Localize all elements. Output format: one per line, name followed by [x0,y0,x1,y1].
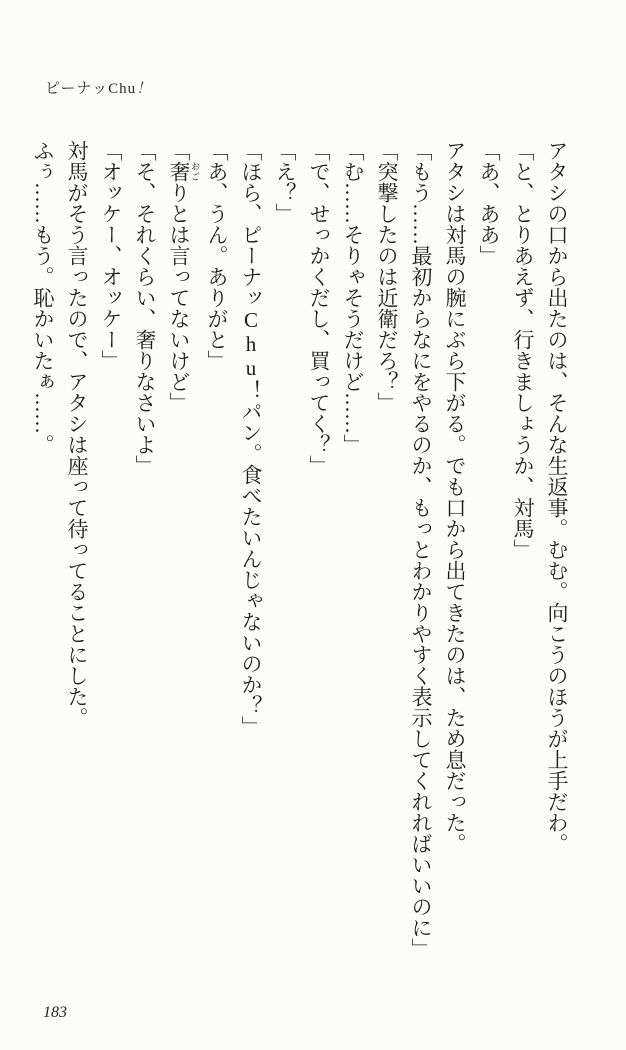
ruby-base: 奢 [167,161,191,182]
text-block [26,140,574,976]
dialogue-line: 「え？」 [273,140,297,224]
dialogue-post: パン。食べたいんじゃないのか？」 [239,401,263,737]
dialogue-line: 「オッケー、オッケー」 [99,140,123,371]
dialogue-line: 「あ、うん。ありがと」 [205,140,229,371]
dialogue-line: 「む……そりゃそうだけど……」 [341,140,365,455]
latin-product-name: Chu！ [239,308,263,401]
header-title-latin: Chu [108,81,137,97]
dialogue-line: 「突撃したのは近衛だろ？」 [375,140,399,413]
dialogue-line: 「もう……最初からなにをやるのか、もっとわかりやすく表示してくれればいいのに」 [409,140,433,959]
dialogue-pre: 「 [167,140,191,161]
dialogue-line: 「そ、それくらい、奢りなさいよ」 [133,140,157,476]
dialogue-line: 「で、せっかくだし、買ってく？」 [307,140,331,476]
dialogue-post: りとは言ってないけど」 [167,182,191,413]
narration-line: アタシは対馬の腕にぶら下がる。でも口から出てきたのは、ため息だった。 [443,140,467,854]
ruby-annotation [167,161,200,182]
dialogue-line-with-ruby [162,140,200,976]
header-title-exclamation: ！ [136,81,153,97]
page-number: 183 [43,1004,67,1021]
dialogue-line: 「あ、ああ」 [477,140,501,266]
ruby-text: おご [190,161,200,182]
narration-line: ふぅ……もう。恥かいたぁ……。 [31,140,55,455]
narration-line: 対馬がそう言ったので、アタシは座って待ってることにした。 [65,140,89,728]
dialogue-line: 「と、とりあえず、行きましょうか、対馬」 [511,140,535,560]
narration-line: アタシの口から出たのは、そんな生返事。むむ。向こうのほうが上手だわ。 [545,140,569,854]
running-header [45,77,152,98]
header-title-jp: ピーナッ [45,81,109,97]
dialogue-pre: 「ほら、ピーナッ [239,140,263,308]
dialogue-line-with-latin [234,140,268,976]
